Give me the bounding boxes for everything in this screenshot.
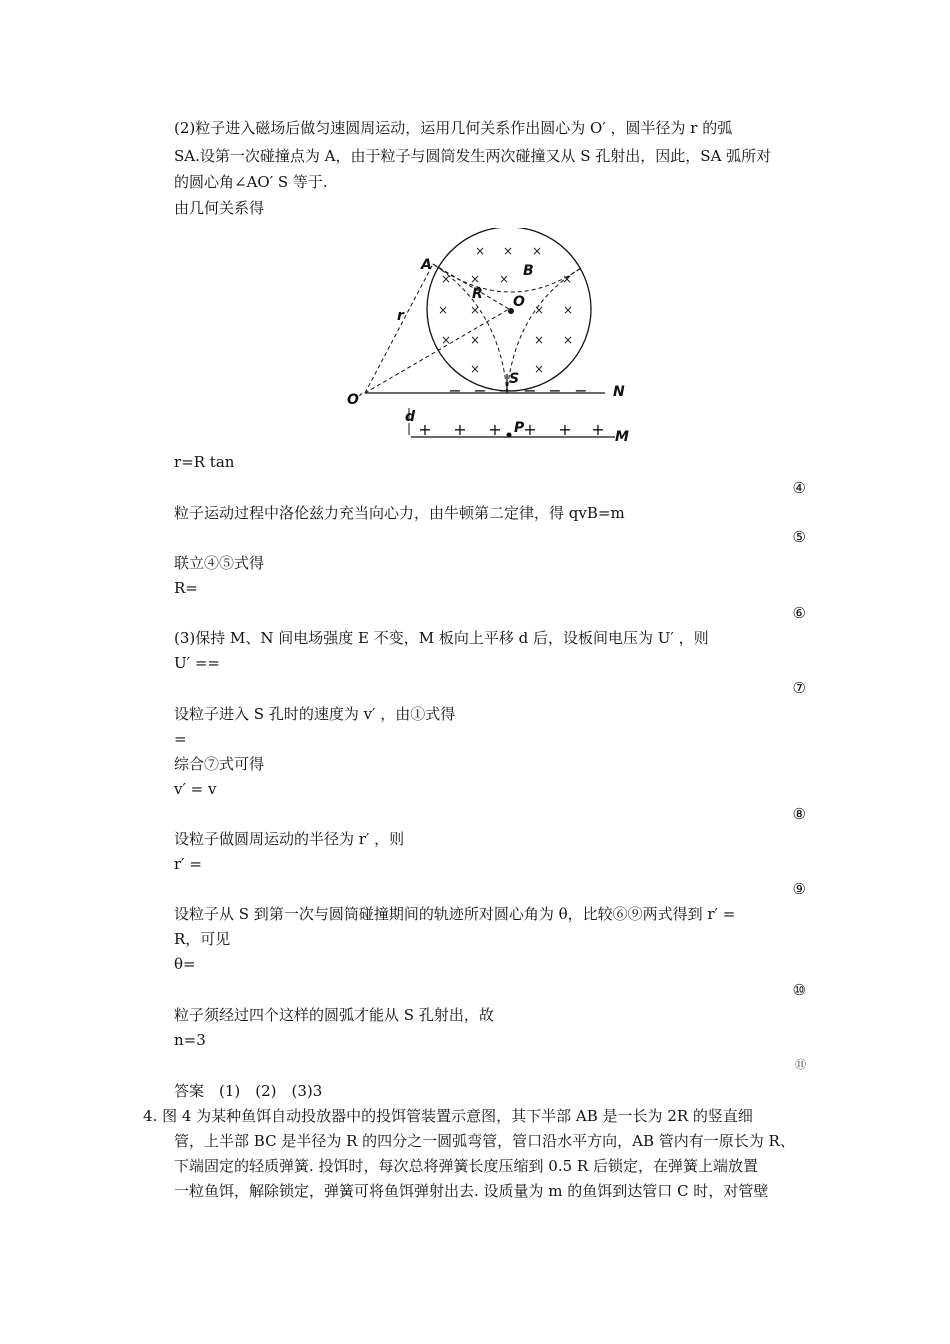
field-cross: × xyxy=(562,303,574,317)
text-line: R，可见 xyxy=(174,930,231,948)
text-line: 设粒子从 S 到第一次与圆筒碰撞期间的轨迹所对圆心角为 θ，比较⑥⑨两式得到 r′ = xyxy=(174,905,736,923)
equation-number: ④ xyxy=(792,479,806,497)
label-n: N xyxy=(613,384,625,400)
field-cross: × xyxy=(440,333,452,347)
equation-number: ⑧ xyxy=(792,805,806,823)
field-cross: × xyxy=(469,362,481,376)
text-line: 设粒子做圆周运动的半径为 r′ ，则 xyxy=(174,830,405,848)
field-cross: × xyxy=(437,303,449,317)
minus-sign: − xyxy=(523,381,537,400)
minus-sign: − xyxy=(473,381,487,400)
label-p: P xyxy=(514,420,525,436)
text-line: U′ == xyxy=(174,654,220,672)
answer-line: 答案 (1) (2) (3)3 xyxy=(174,1082,323,1100)
label-o-prime: O′ xyxy=(347,392,363,408)
text-line: 粒子运动过程中洛伦兹力充当向心力，由牛顿第二定律，得 qvB=m xyxy=(174,504,625,522)
label-r: R xyxy=(472,286,483,302)
problem-4-line: 下端固定的轻质弹簧. 投饵时，每次总将弹簧长度压缩到 0.5 R 后锁定，在弹簧上端放置 xyxy=(174,1157,758,1175)
field-cross: × xyxy=(533,333,545,347)
field-cross: × xyxy=(562,333,574,347)
field-cross: × xyxy=(469,303,481,317)
minus-sign: − xyxy=(498,381,512,400)
equation-number: ⑦ xyxy=(792,679,806,697)
text-line: r=R tan xyxy=(174,453,235,471)
plus-sign: + xyxy=(418,420,432,439)
plus-sign: + xyxy=(488,420,502,439)
minus-sign: − xyxy=(448,381,462,400)
problem-4-line: 4. 图 4 为某种鱼饵自动投放器中的投饵管装置示意图，其下半部 AB 是一长为 2R 的竖直细 xyxy=(143,1107,753,1125)
text-line: 粒子须经过四个这样的圆弧才能从 S 孔射出，故 xyxy=(174,1006,494,1024)
minus-sign: − xyxy=(574,381,588,400)
field-cross: × xyxy=(533,303,545,317)
text-line: 由几何关系得 xyxy=(174,199,265,217)
field-cross: × xyxy=(533,362,545,376)
text-line: 综合⑦式可得 xyxy=(174,755,265,773)
label-a: A xyxy=(421,257,432,273)
label-o: O xyxy=(513,294,525,310)
equation-number: ⑤ xyxy=(792,528,806,546)
field-cross: × xyxy=(502,244,514,258)
point-p-dot xyxy=(507,433,512,438)
magnetic-field-diagram xyxy=(345,228,645,450)
label-b: B xyxy=(523,263,534,279)
text-line: SA.设第一次碰撞点为 A，由于粒子与圆筒发生两次碰撞又从 S 孔射出，因此，SA 弧所对 xyxy=(174,147,772,165)
text-line: 设粒子进入 S 孔时的速度为 v′ ，由①式得 xyxy=(174,705,456,723)
equation-number: ⑥ xyxy=(792,604,806,622)
plus-sign: + xyxy=(558,420,572,439)
label-d: d xyxy=(405,409,416,425)
equation-number: ⑪ xyxy=(795,1058,806,1071)
label-s: S xyxy=(509,371,520,387)
equation-number: ⑨ xyxy=(792,880,806,898)
field-cross: × xyxy=(469,272,481,286)
field-cross: × xyxy=(531,244,543,258)
label-m: M xyxy=(615,429,629,445)
text-line: 的圆心角∠AO′ S 等于. xyxy=(174,173,328,191)
plus-sign: + xyxy=(591,420,605,439)
text-line: (2)粒子进入磁场后做匀速圆周运动，运用几何关系作出圆心为 O′ ，圆半径为 r 的弧 xyxy=(174,119,733,137)
problem-4-line: 管，上半部 BC 是半径为 R 的四分之一圆弧弯管，管口沿水平方向，AB 管内有一原长为 R、 xyxy=(174,1132,795,1150)
field-cross: × xyxy=(498,272,510,286)
text-line: = xyxy=(174,730,187,748)
equation-number: ⑩ xyxy=(792,981,806,999)
minus-sign: − xyxy=(548,381,562,400)
text-line: R= xyxy=(174,579,198,597)
field-cross: × xyxy=(440,272,452,286)
text-line: 联立④⑤式得 xyxy=(174,554,265,572)
text-line: v′ = v xyxy=(174,780,217,798)
field-cross: × xyxy=(561,272,573,286)
text-line: n=3 xyxy=(174,1031,206,1049)
plus-sign: + xyxy=(453,420,467,439)
field-cross: × xyxy=(474,244,486,258)
label-small-r: r xyxy=(397,308,404,324)
field-cross: × xyxy=(469,333,481,347)
text-line: θ= xyxy=(174,955,196,973)
text-line: r′ = xyxy=(174,855,202,873)
problem-4-line: 一粒鱼饵，解除锁定，弹簧可将鱼饵弹射出去. 设质量为 m 的鱼饵到达管口 C 时，对管壁 xyxy=(174,1182,769,1200)
plus-sign: + xyxy=(523,420,537,439)
text-line: (3)保持 M、N 间电场强度 E 不变，M 板向上平移 d 后，设板间电压为 U′ ，则 xyxy=(174,629,709,647)
